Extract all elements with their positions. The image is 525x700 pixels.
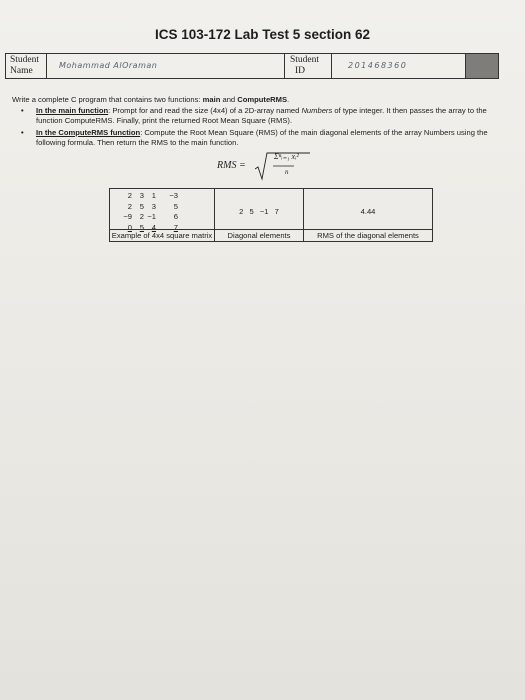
intro-sentence: Write a complete C program that contains two functions: main and ComputeRMS. — [12, 95, 290, 104]
matrix-row: −9 2 −1 6 — [123, 212, 178, 221]
example-table — [109, 188, 433, 242]
caption-diagonal: Diagonal elements — [215, 229, 303, 241]
bullet-dot: • — [21, 127, 24, 137]
page-title: ICS 103-172 Lab Test 5 section 62 — [154, 27, 371, 42]
example-matrix-column — [110, 189, 215, 241]
formula-denominator: n — [285, 168, 289, 176]
bullet-computerms-function: • In the ComputeRMS function: Compute the Root Mean Square (RMS) of the main diagonal elements of the array Numbers using the following formula. Then return the RMS to the main function. — [21, 127, 488, 148]
example-rms-column — [304, 189, 432, 241]
diagonal-values: 2 5 −1 7 — [239, 207, 279, 216]
rms-value: 4.44 — [360, 207, 376, 216]
matrix-row: 2 5 3 5 — [127, 201, 178, 211]
student-info-table — [5, 53, 499, 79]
bullet-dot: • — [21, 105, 24, 115]
matrix-row: 2 3 1 −3 — [127, 191, 178, 200]
matrix-row: 0 5 4 7 — [127, 222, 178, 232]
caption-matrix: Example of 4x4 square matrix — [111, 231, 213, 240]
caption-rms: RMS of the diagonal elements — [304, 229, 432, 241]
bullet-main-function: • In the main function: Prompt for and read the size (4x4) of a 2D-array named Numbers of type integer. It then passes the array to the function ComputeRMS. Finally, print the returned Root Mean Square (RMS). — [21, 105, 487, 126]
example-matrix — [116, 191, 204, 233]
formula-numerator: Σⁿᵢ₌₁ xᵢ² — [274, 152, 299, 161]
student-id-label: Student ID — [285, 54, 332, 78]
student-name-handwritten: Mohammad AlOraman — [59, 61, 158, 70]
student-id-handwritten: 201468360 — [348, 61, 408, 70]
student-id-field — [332, 54, 466, 78]
instructions — [12, 95, 512, 149]
info-table-blank-cell — [466, 54, 498, 78]
formula-lhs: RMS = — [217, 160, 246, 171]
example-diagonal-column — [215, 189, 304, 241]
student-name-field — [47, 54, 285, 78]
student-name-label: Student Name — [6, 54, 47, 78]
